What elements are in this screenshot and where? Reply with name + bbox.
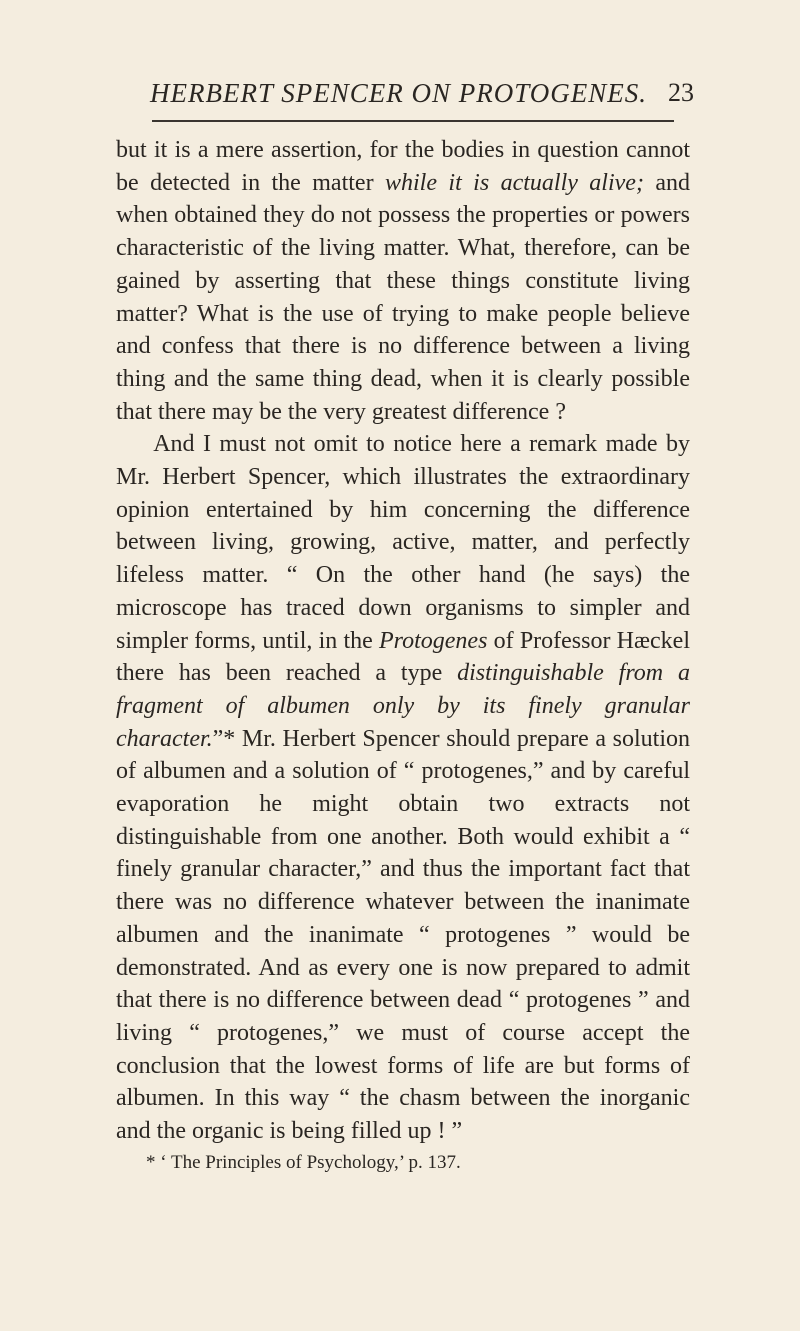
paragraph-2 [116, 428, 690, 1147]
text-run: and when obtained they do not possess the properties or powers characteristic of the living matter. What, therefore, can be gained by asserting that these things constitute living matter? What is the use of trying to make people believe and confess that there is no difference between a living thing and the same thing dead, when it is clearly possible that there may be the very greatest difference ? [116, 169, 691, 425]
text-run: ”* Mr. Herbert Spencer should prepare a solution of albumen and a solution of “ protogenes,” and by careful evaporation he might obtain two extracts not distinguishable from one another. Both would exhibit a “ finely granular character,” and thus the important fact that there was no difference whatever between the inanimate albumen and the inanimate “ protogenes ” would be demonstrated. And as every one is now prepared to admit that there is no difference between dead “ protogenes ” and living “ protogenes,” we must of course accept the conclusion that the lowest forms of life are but forms of albumen. In this way “ the chasm between the inorganic and the organic is being filled up ! ” [116, 725, 690, 1145]
header-rule [152, 120, 674, 122]
text-run: And I must not omit to notice here a remark made by Mr. Herbert Spencer, which illustrates the extraordinary opinion entertained by him concerning the difference between living, growing, active, matter, and perfectly lifeless matter. “ On the other hand (he says) the microscope has traced down organisms to simpler and simpler forms, until, in the [116, 431, 690, 654]
page-number: 23 [668, 78, 694, 107]
italic-term: Protogenes [379, 627, 488, 654]
paragraph-1 [116, 134, 690, 428]
italic-quote: distinguishable from a fragment of albumen only by its finely granular character. [116, 660, 690, 752]
text-run: but it is a mere assertion, for the bodies in question cannot be detected in the matter [116, 137, 690, 196]
text-run: of Professor Hæckel there has been reached a type [116, 627, 690, 687]
body-text [116, 134, 690, 1176]
running-head: HERBERT SPENCER ON PROTOGENES. [150, 78, 647, 108]
italic-phrase: while it is actually alive; [384, 169, 644, 196]
page-header [150, 78, 790, 114]
footnote: * ‘ The Principles of Psychology,’ p. 137. [146, 1151, 461, 1173]
